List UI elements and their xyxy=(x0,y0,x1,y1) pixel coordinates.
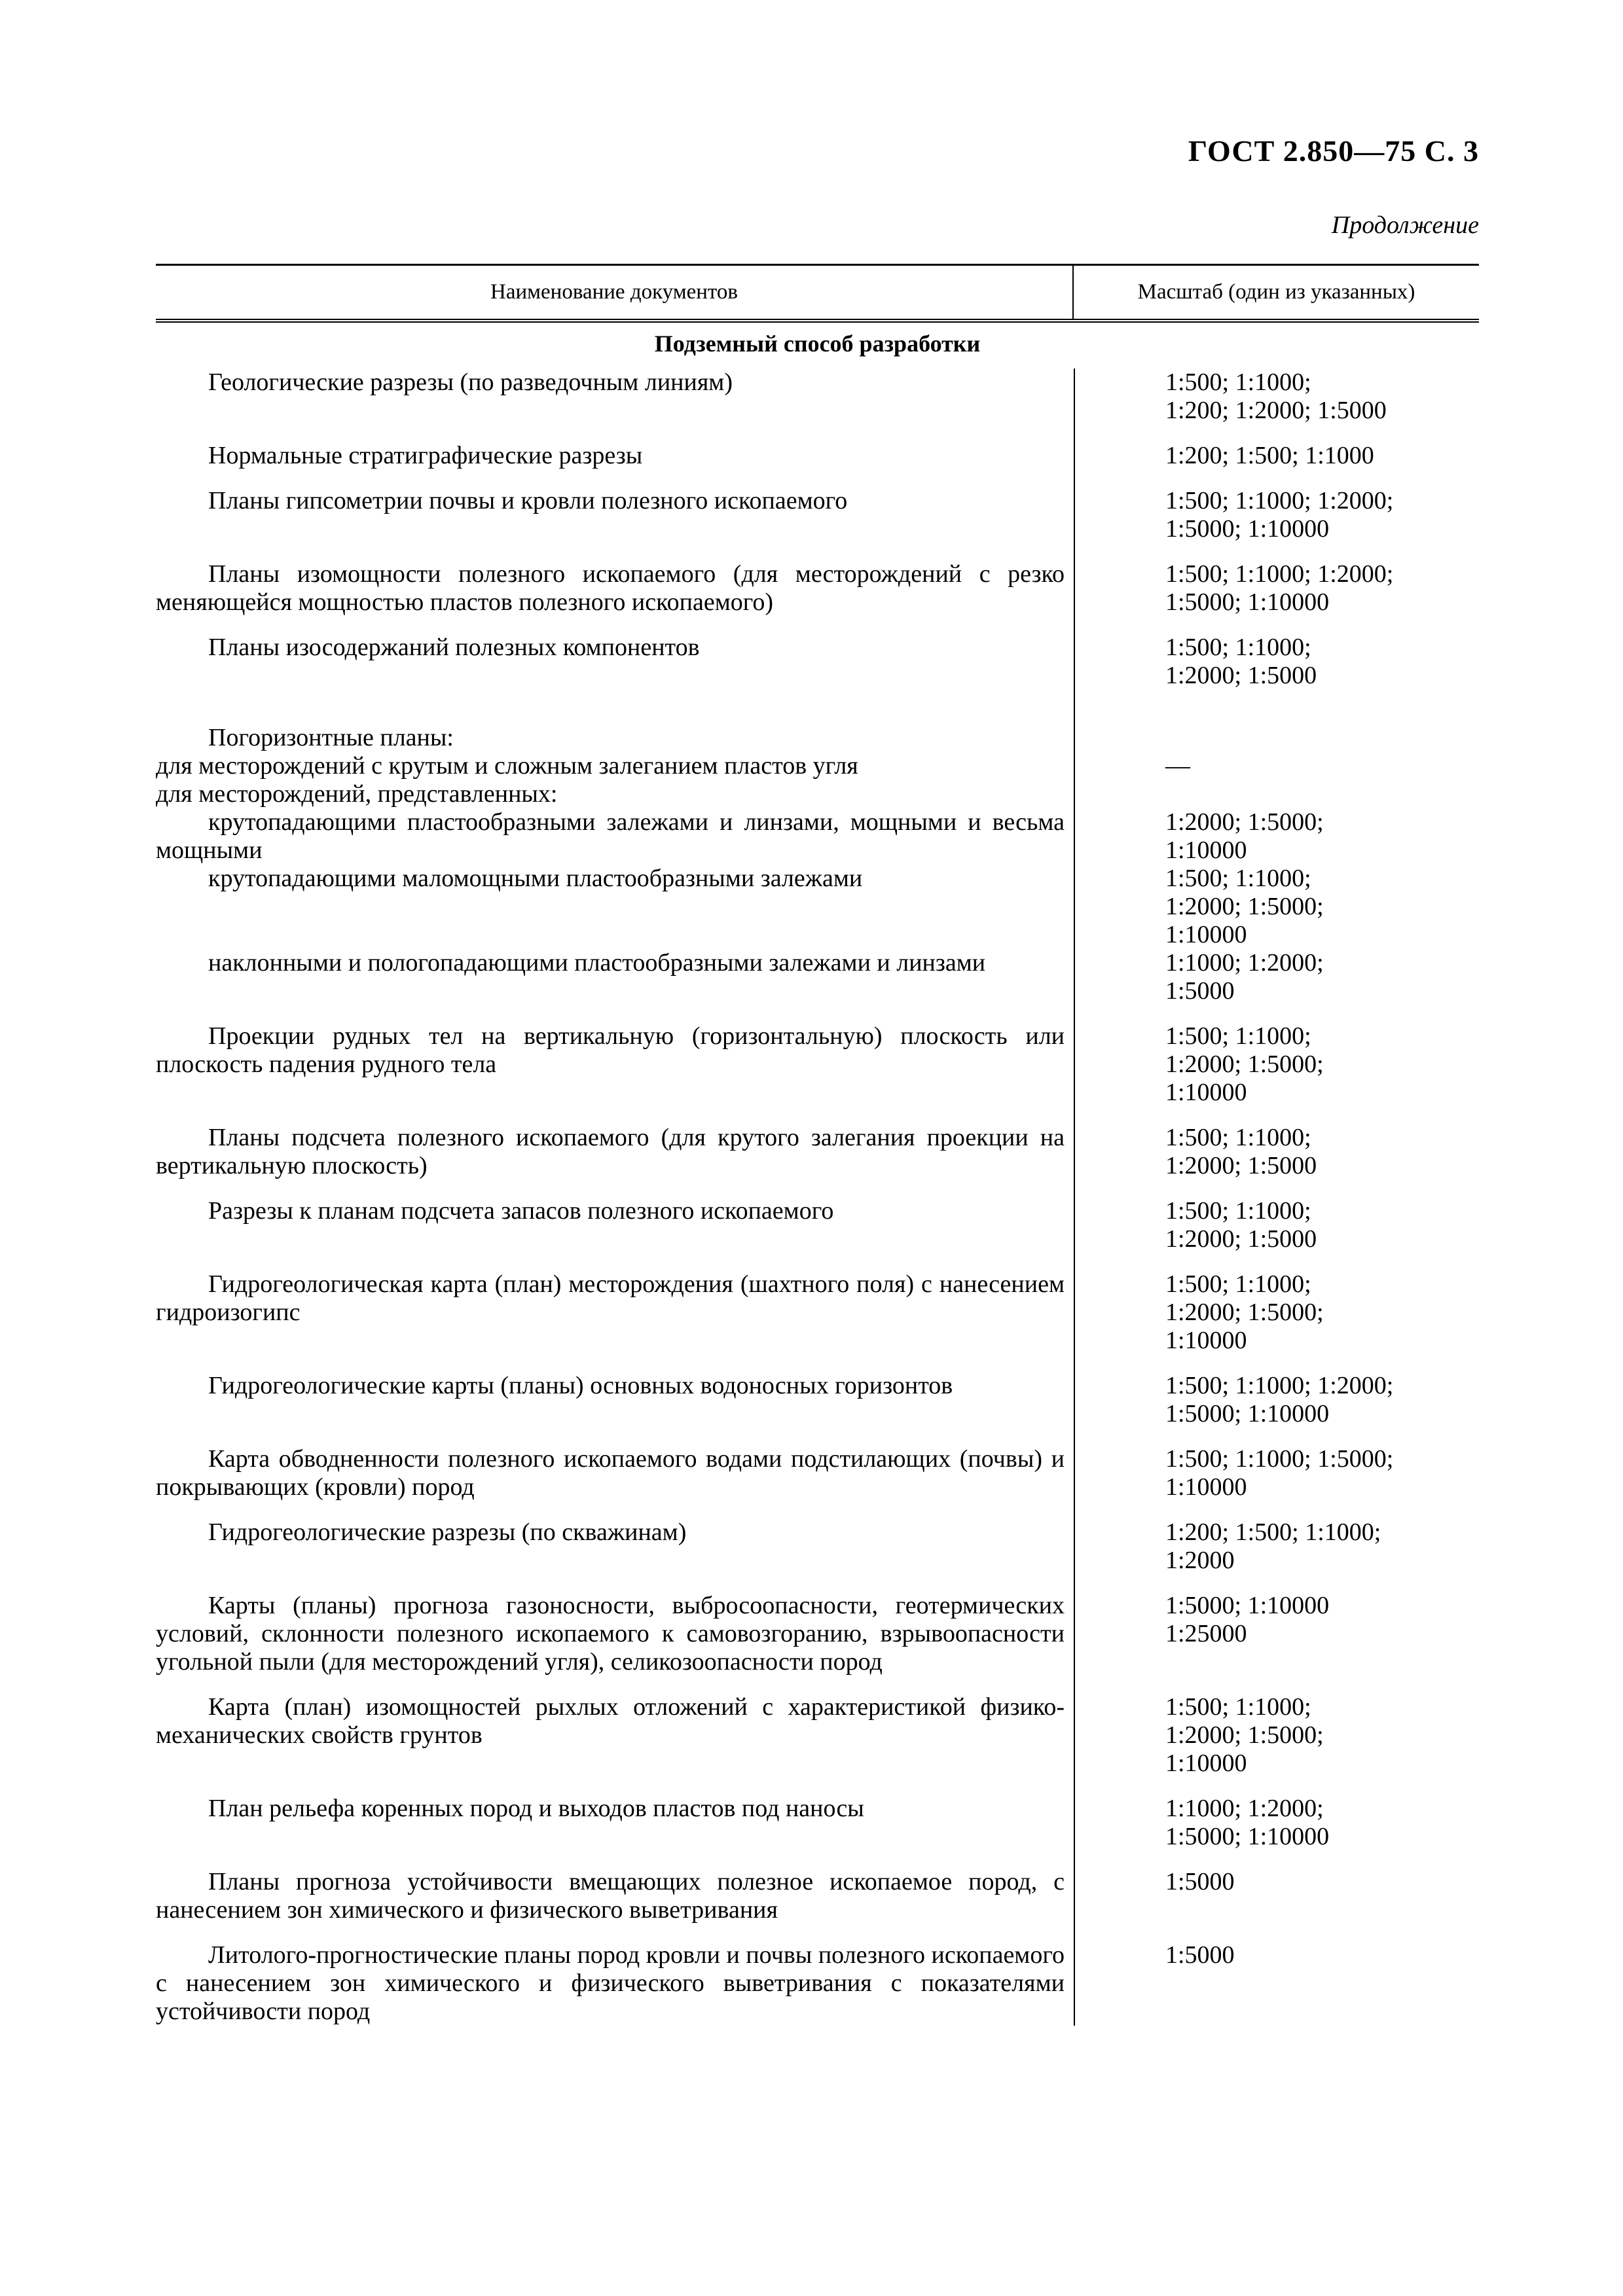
row-scale: 1:500; 1:1000; 1:2000; 1:5000; 1:10000 xyxy=(1165,487,1394,543)
table-row xyxy=(156,808,1479,865)
document-header: ГОСТ 2.850—75 С. 3 xyxy=(1188,134,1479,168)
row-scale xyxy=(1074,724,1479,752)
table-row xyxy=(156,1941,1479,2026)
table-header xyxy=(156,264,1479,323)
row-name: Погоризонтные планы: xyxy=(208,724,454,751)
table-row xyxy=(156,1868,1479,1924)
table-row xyxy=(156,1445,1479,1501)
table-row xyxy=(156,865,1479,949)
row-name: Гидрогеологические карты (планы) основных водоносных горизонтов xyxy=(208,1372,953,1399)
row-name: для месторождений, представленных: xyxy=(156,780,558,808)
row-scale: 1:1000; 1:2000; 1:5000 xyxy=(1165,949,1324,1005)
row-scale: 1:500; 1:1000; 1:2000; 1:5000; 1:10000 xyxy=(1165,1372,1394,1427)
row-name: План рельефа коренных пород и выходов пластов под наносы xyxy=(208,1795,864,1822)
table-row xyxy=(156,1518,1479,1575)
table-row xyxy=(156,1592,1479,1676)
row-name: Нормальные стратиграфические разрезы xyxy=(208,442,643,469)
row-name: Карта обводненности полезного ископаемого водами подстилающих (почвы) и покрывающих (кровли) пород xyxy=(156,1445,1065,1501)
row-scale: 1:5000 xyxy=(1165,1868,1235,1895)
table-row xyxy=(156,560,1479,617)
row-name: Карты (планы) прогноза газоносности, выбросоопасности, геотермических условий, склонности полезного ископаемого к самовозгоранию, взрывоопасности угольной пыли (для месторождений угля), селикозоопасности пород xyxy=(156,1592,1065,1676)
row-scale: 1:500; 1:1000; 1:5000; 1:10000 xyxy=(1165,1445,1394,1501)
table-row xyxy=(156,487,1479,543)
column-header-name: Наименование документов xyxy=(156,266,1074,319)
row-scale: 1:500; 1:1000; 1:2000; 1:5000 xyxy=(1165,1197,1317,1253)
column-header-scale: Масштаб (один из указанных) xyxy=(1137,280,1415,304)
table-row xyxy=(156,752,1479,780)
row-scale: 1:500; 1:1000; 1:2000; 1:5000 xyxy=(1165,634,1317,689)
row-name: Гидрогеологическая карта (план) месторождения (шахтного поля) с нанесением гидроизогипс xyxy=(156,1270,1065,1326)
row-scale: 1:5000; 1:10000 1:25000 xyxy=(1165,1592,1330,1647)
row-scale: 1:500; 1:1000; 1:2000; 1:5000; 1:10000 xyxy=(1165,865,1324,948)
row-name: крутопадающими маломощными пластообразными залежами xyxy=(208,865,863,892)
table-row xyxy=(156,368,1479,425)
table-row xyxy=(156,442,1479,470)
row-scale: 1:200; 1:500; 1:1000 xyxy=(1165,442,1374,469)
table-row xyxy=(156,1270,1479,1355)
table-row xyxy=(156,1124,1479,1180)
table-body xyxy=(156,368,1479,2026)
row-name: Планы подсчета полезного ископаемого (для крутого залегания проекции на вертикальную плоскость) xyxy=(156,1124,1065,1179)
row-name: Разрезы к планам подсчета запасов полезного ископаемого xyxy=(208,1197,834,1225)
row-scale: 1:5000 xyxy=(1165,1941,1235,1969)
row-scale: 1:500; 1:1000; 1:2000; 1:5000; 1:10000 xyxy=(1165,560,1394,616)
row-scale: — xyxy=(1165,752,1190,780)
table-row xyxy=(156,1693,1479,1778)
row-name: для месторождений с крутым и сложным залеганием пластов угля xyxy=(156,752,858,780)
row-scale: 1:200; 1:500; 1:1000; 1:2000 xyxy=(1165,1518,1381,1574)
row-scale: 1:500; 1:1000; 1:2000; 1:5000; 1:10000 xyxy=(1165,1022,1324,1106)
row-name: Планы изомощности полезного ископаемого (для месторождений с резко меняющейся мощностью пластов полезного ископаемого) xyxy=(156,560,1065,616)
row-name: Литолого-прогностические планы пород кровли и почвы полезного ископаемого с нанесением зон химического и физического выветривания с показателями устойчивости пород xyxy=(156,1941,1065,2025)
row-name: Планы прогноза устойчивости вмещающих полезное ископаемое пород, с нанесением зон химического и физического выветривания xyxy=(156,1868,1065,1924)
row-name: Планы гипсометрии почвы и кровли полезного ископаемого xyxy=(208,487,848,514)
continuation-label: Продолжение xyxy=(1331,211,1479,239)
documents-table xyxy=(156,264,1479,2026)
row-scale: 1:500; 1:1000; 1:2000; 1:5000 xyxy=(1165,1124,1317,1179)
table-row xyxy=(156,634,1479,690)
row-name: Геологические разрезы (по разведочным линиям) xyxy=(208,368,733,396)
row-name: наклонными и пологопадающими пластообразными залежами и линзами xyxy=(208,949,986,977)
row-scale: 1:500; 1:1000; 1:200; 1:2000; 1:5000 xyxy=(1165,368,1387,424)
table-row xyxy=(156,780,1479,808)
row-name: Планы изосодержаний полезных компонентов xyxy=(208,634,700,661)
table-row xyxy=(156,1022,1479,1107)
row-scale: 1:500; 1:1000; 1:2000; 1:5000; 1:10000 xyxy=(1165,1270,1324,1354)
section-title: Подземный способ разработки xyxy=(654,331,981,357)
row-scale xyxy=(1074,780,1479,808)
table-row xyxy=(156,1795,1479,1851)
row-name: Проекции рудных тел на вертикальную (горизонтальную) плоскость или плоскость падения рудного тела xyxy=(156,1022,1065,1078)
row-name: Гидрогеологические разрезы (по скважинам) xyxy=(208,1518,687,1546)
table-row xyxy=(156,949,1479,1005)
table-row xyxy=(156,1197,1479,1253)
row-name: Карта (план) изомощностей рыхлых отложений с характеристикой физико-механических свойств грунтов xyxy=(156,1693,1065,1749)
row-scale: 1:1000; 1:2000; 1:5000; 1:10000 xyxy=(1165,1795,1330,1850)
row-scale: 1:500; 1:1000; 1:2000; 1:5000; 1:10000 xyxy=(1165,1693,1324,1777)
row-scale: 1:2000; 1:5000; 1:10000 xyxy=(1165,808,1324,864)
table-row xyxy=(156,724,1479,752)
row-name: крутопадающими пластообразными залежами и линзами, мощными и весьма мощными xyxy=(156,808,1065,864)
table-row xyxy=(156,1372,1479,1428)
